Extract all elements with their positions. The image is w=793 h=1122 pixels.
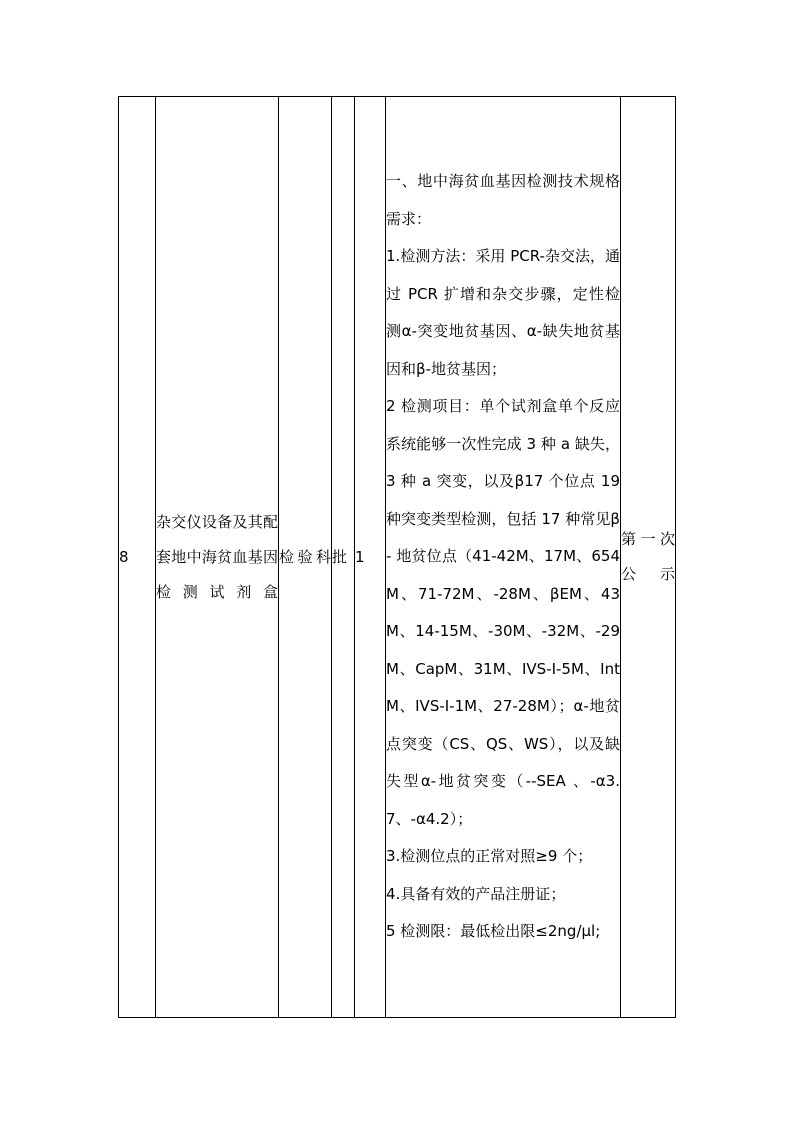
remark-cell bbox=[621, 97, 676, 1018]
requirement-registration: 4.具备有效的产品注册证； bbox=[386, 884, 566, 903]
requirement-heading: 一、地中海贫血基因检测技术规格需求： bbox=[386, 172, 620, 228]
item-name-cell bbox=[156, 97, 279, 1018]
procurement-table bbox=[118, 96, 676, 1018]
quantity: 1 bbox=[355, 97, 386, 1018]
item-name: 杂交仪设备及其配套地中海贫血基因检测试剂盒 bbox=[156, 512, 278, 601]
requirements-cell bbox=[386, 97, 621, 1018]
row-number: 8 bbox=[119, 97, 156, 1018]
department-cell bbox=[279, 97, 332, 1018]
department: 检验科 bbox=[279, 547, 331, 566]
requirement-items: 2 检测项目：单个试剂盒单个反应系统能够一次性完成 3 种 a 缺失，3 种 a 突变，以及β17 个位点 19 种突变类型检测，包括 17 种常见β- 地贫位点（41-42M、17M、654M、71-72M、-28M、βEM、43M、14-15M、-30M、-32M、-29M、CapM、31M、IVS-I-5M、IntM、IVS-I-1M、27-28M）；α-地贫点突变（CS、QS、WS），以及缺失型α-地贫突变（--SEA 、-α3.7、-α4.2）； bbox=[386, 397, 620, 828]
table-row bbox=[119, 97, 676, 1018]
remark: 第一次公示 bbox=[621, 530, 675, 583]
unit: 批 bbox=[332, 97, 355, 1018]
requirement-detection-limit: 5 检测限：最低检出限≤2ng/μl; bbox=[386, 922, 601, 941]
requirement-controls: 3.检测位点的正常对照≥9 个； bbox=[386, 847, 593, 866]
requirement-method: 1.检测方法：采用 PCR-杂交法，通过 PCR 扩增和杂交步骤，定性检测α-突变地贫基因、α-缺失地贫基因和β-地贫基因； bbox=[386, 247, 620, 378]
